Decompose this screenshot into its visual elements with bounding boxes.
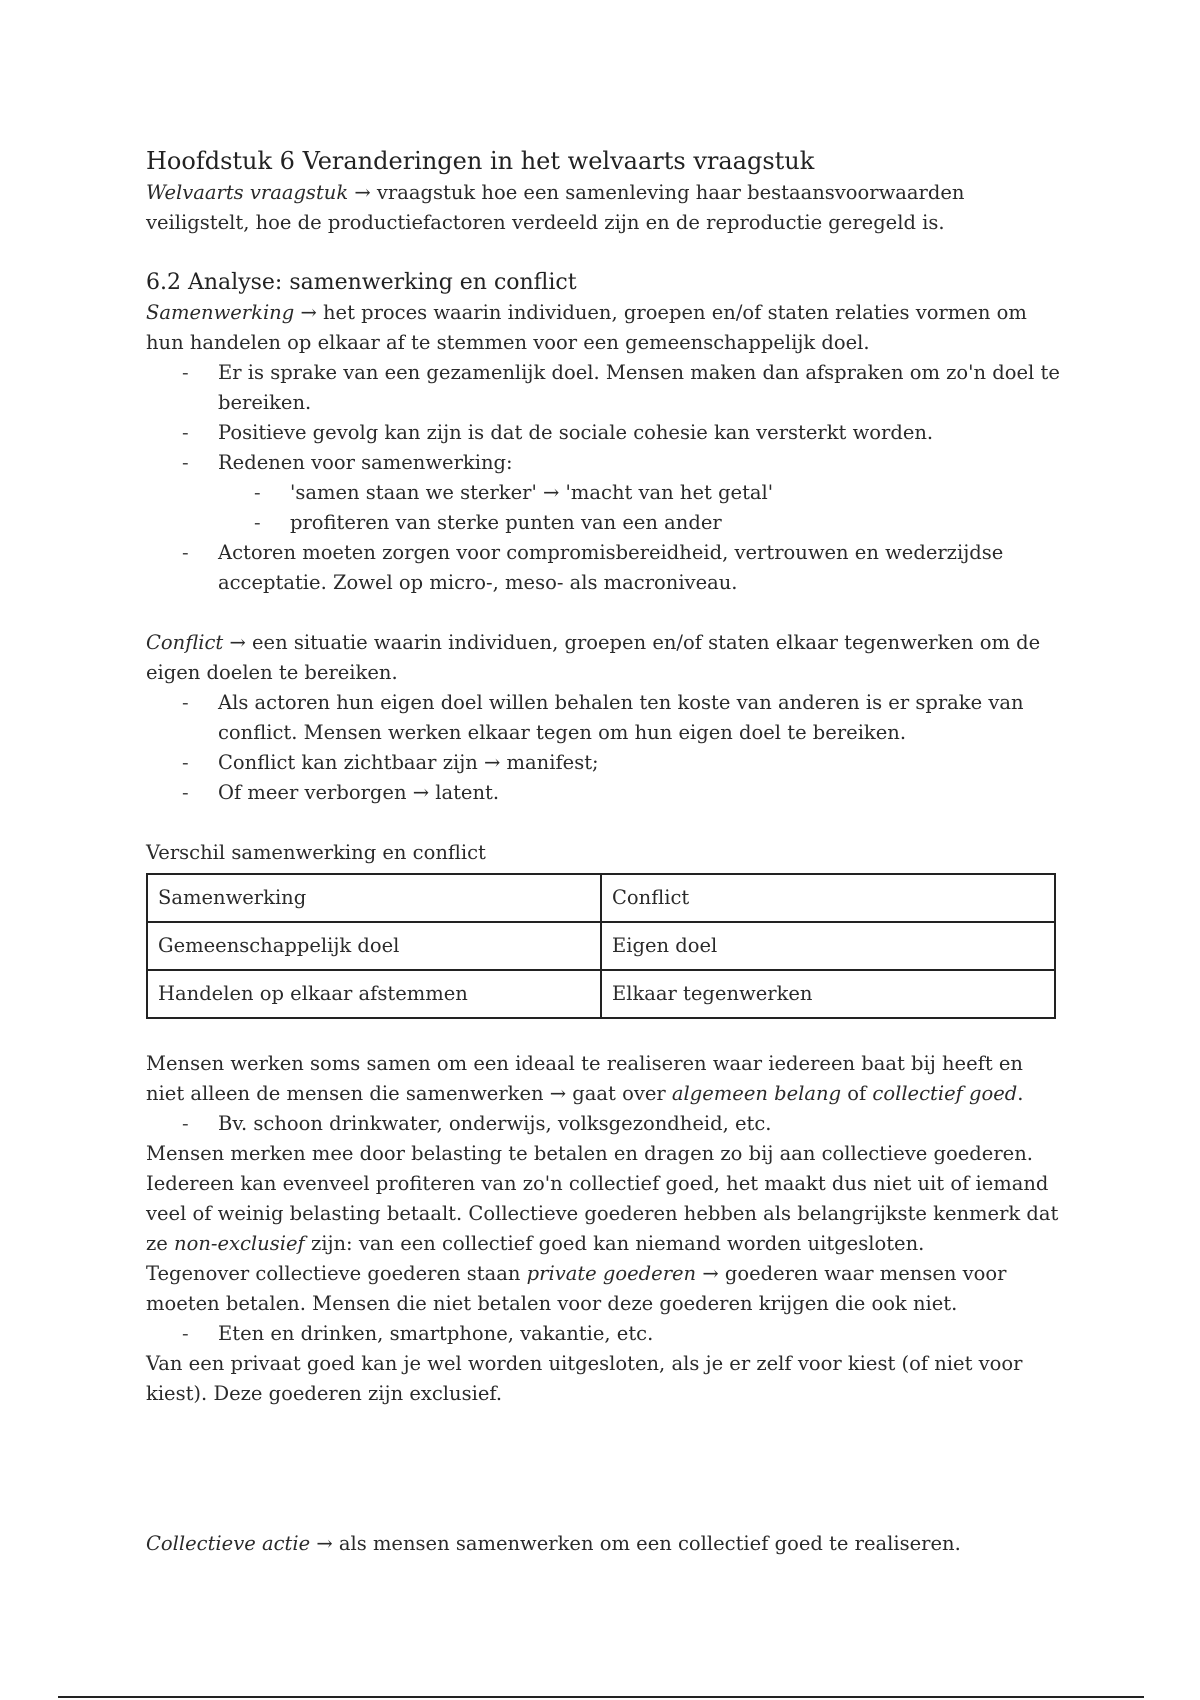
table-row bbox=[147, 922, 1055, 970]
list-item: - Er is sprake van een gezamenlijk doel. Mensen maken dan afspraken om zo'n doel te bereiken. bbox=[218, 358, 1066, 418]
list-item: - Conflict kan zichtbaar zijn → manifest; bbox=[218, 748, 1066, 778]
collectief-paragraph-1 bbox=[146, 1049, 1066, 1109]
collectieve-actie-definition bbox=[146, 1529, 1066, 1559]
chapter-title: Hoofdstuk 6 Veranderingen in het welvaarts vraagstuk bbox=[146, 147, 815, 175]
footer-rule bbox=[58, 1696, 1144, 1698]
list-item: - Als actoren hun eigen doel willen behalen ten koste van anderen is er sprake van conflict. Mensen werken elkaar tegen om hun eigen doel te bereiken. bbox=[218, 688, 1066, 748]
emphasis: private goederen bbox=[526, 1262, 697, 1285]
emphasis: algemeen belang bbox=[671, 1082, 842, 1105]
arrow-glyph: → bbox=[316, 1532, 333, 1555]
text-run: Tegenover collectieve goederen staan bbox=[146, 1262, 521, 1285]
collectief-examples bbox=[146, 1109, 1066, 1139]
arrow-glyph: → bbox=[354, 181, 371, 204]
sub-list-item: - 'samen staan we sterker' → 'macht van het getal' bbox=[290, 478, 1066, 508]
table-cell: Conflict bbox=[601, 874, 1055, 922]
text-run: Mensen werken soms samen om een ideaal te realiseren waar iedereen baat bij heeft en niet alleen de mensen die samenwerken → gaat over bbox=[146, 1052, 1023, 1105]
document-body bbox=[146, 145, 1066, 1559]
table-cell: Samenwerking bbox=[147, 874, 601, 922]
list-item-text: Redenen voor samenwerking: bbox=[218, 451, 513, 474]
section-title: 6.2 Analyse: samenwerking en conflict bbox=[146, 270, 577, 295]
table-cell: Handelen op elkaar afstemmen bbox=[147, 970, 601, 1018]
conflict-list bbox=[146, 688, 1066, 808]
samenwerking-definition bbox=[146, 298, 1066, 358]
table-caption: Verschil samenwerking en conflict bbox=[146, 841, 486, 864]
table-cell: Gemeenschappelijk doel bbox=[147, 922, 601, 970]
emphasis: non-exclusief bbox=[174, 1232, 305, 1255]
conflict-definition bbox=[146, 628, 1066, 688]
text-run: → goederen waar mensen voor moeten betalen. Mensen die niet betalen voor deze goederen krijgen die ook niet. bbox=[146, 1262, 1007, 1315]
table-cell: Elkaar tegenwerken bbox=[601, 970, 1055, 1018]
comparison-table bbox=[146, 873, 1056, 1019]
samenwerking-term: Samenwerking bbox=[146, 301, 295, 324]
redenen-sublist bbox=[218, 478, 1066, 538]
text-run: . bbox=[1017, 1082, 1024, 1105]
welvaart-definition bbox=[146, 178, 1066, 238]
conflict-definition-text: een situatie waarin individuen, groepen en/of staten elkaar tegenwerken om de eigen doelen te bereiken. bbox=[146, 631, 1041, 684]
text-run: zijn: van een collectief goed kan niemand worden uitgesloten. bbox=[310, 1232, 925, 1255]
private-examples bbox=[146, 1319, 1066, 1349]
arrow-glyph: → bbox=[229, 631, 246, 654]
collectief-paragraph-2 bbox=[146, 1139, 1066, 1259]
text-run: Mensen merken mee door belasting te betalen en dragen zo bij aan collectieve goederen. Iedereen kan evenveel profiteren van zo'n collectief goed, het maakt dus niet uit of iemand veel of weinig belasting betaalt. Collectieve goederen hebben als belangrijkste kenmerk dat ze bbox=[146, 1142, 1059, 1255]
conflict-term: Conflict bbox=[146, 631, 224, 654]
table-row bbox=[147, 874, 1055, 922]
collectieve-actie-term: Collectieve actie bbox=[146, 1532, 311, 1555]
samenwerking-list bbox=[146, 358, 1066, 598]
table-row bbox=[147, 970, 1055, 1018]
table-cell: Eigen doel bbox=[601, 922, 1055, 970]
list-item: - Actoren moeten zorgen voor compromisbereidheid, vertrouwen en wederzijdse acceptatie. Zowel op micro-, meso- als macroniveau. bbox=[218, 538, 1066, 598]
samenwerking-definition-text: het proces waarin individuen, groepen en/of staten relaties vormen om hun handelen op elkaar af te stemmen voor een gemeenschappelijk doel. bbox=[146, 301, 1027, 354]
welvaart-term: Welvaarts vraagstuk bbox=[146, 181, 349, 204]
welvaart-definition-text: vraagstuk hoe een samenleving haar bestaansvoorwaarden veiligstelt, hoe de productiefactoren verdeeld zijn en de reproductie geregeld is. bbox=[146, 181, 965, 234]
list-item: - Positieve gevolg kan zijn is dat de sociale cohesie kan versterkt worden. bbox=[218, 418, 1066, 448]
collectieve-actie-definition-text: als mensen samenwerken om een collectief goed te realiseren. bbox=[338, 1532, 961, 1555]
text-run: of bbox=[847, 1082, 867, 1105]
list-item: - Eten en drinken, smartphone, vakantie, etc. bbox=[218, 1319, 1066, 1349]
list-item: - Bv. schoon drinkwater, onderwijs, volksgezondheid, etc. bbox=[218, 1109, 1066, 1139]
list-item: - Of meer verborgen → latent. bbox=[218, 778, 1066, 808]
private-paragraph bbox=[146, 1259, 1066, 1319]
exclusief-paragraph: Van een privaat goed kan je wel worden uitgesloten, als je er zelf voor kiest (of niet voor kiest). Deze goederen zijn exclusief. bbox=[146, 1352, 1023, 1405]
list-item bbox=[218, 448, 1066, 538]
emphasis: collectief goed bbox=[872, 1082, 1018, 1105]
arrow-glyph: → bbox=[300, 301, 317, 324]
sub-list-item: - profiteren van sterke punten van een ander bbox=[290, 508, 1066, 538]
